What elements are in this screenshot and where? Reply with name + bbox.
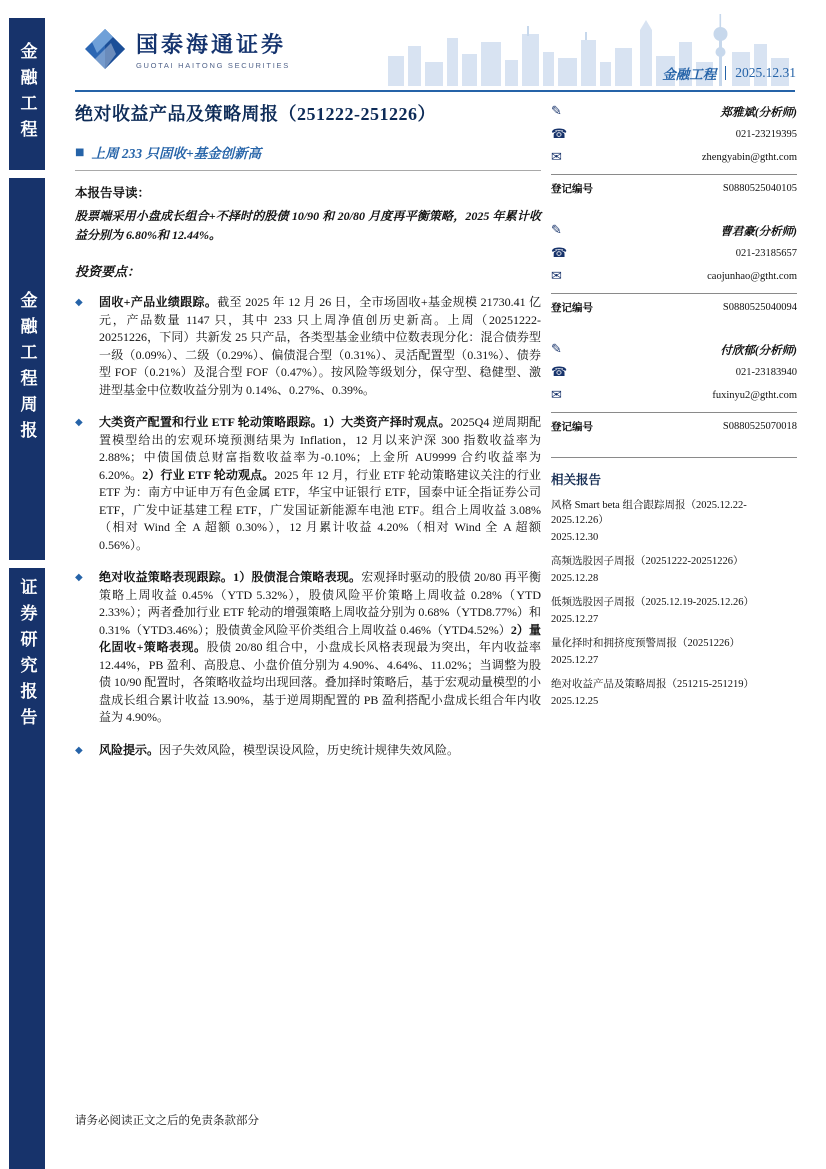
point-text [99, 742, 541, 760]
registration-number: S0880525040105 [722, 183, 797, 194]
brand-block [84, 28, 290, 75]
pen-icon: ✎ [551, 223, 562, 238]
point-sub1-title: 1）股债混合策略表现。 [233, 570, 362, 584]
diamond-bullet-icon: ◆ [75, 417, 83, 428]
investment-point-3 [75, 569, 541, 727]
diamond-bullet-icon: ◆ [75, 297, 83, 308]
analyst-phone-row [551, 123, 797, 146]
related-report-item [551, 677, 797, 709]
sidebar-label-weekly: 金融工程周报 [17, 291, 37, 447]
related-report-date: 2025.12.27 [551, 655, 599, 666]
analyst-block-1 [551, 100, 797, 196]
main-column [75, 170, 541, 774]
registration-label: 登记编号 [551, 422, 593, 433]
point-lead: 大类资产配置和行业 ETF 轮动策略跟踪。 [99, 415, 323, 429]
registration-row [551, 174, 797, 196]
header-divider [725, 66, 726, 80]
related-report-title: 低频选股因子周报（2025.12.19-2025.12.26） [551, 597, 754, 608]
point-body: 因子失效风险，模型误设风险，历史统计规律失效风险。 [159, 742, 460, 757]
analyst-phone-row [551, 361, 797, 384]
sidebar-segment-middle [9, 178, 45, 560]
analyst-phone: 021-23219395 [735, 129, 797, 140]
related-report-date: 2025.12.30 [551, 532, 599, 543]
guide-text: 股票端采用小盘成长组合+不择时的股债 10/90 和 20/80 月度再平衡策略，2025 年累计收益分别为 6.80%和 12.44%。 [75, 209, 541, 242]
mail-icon: ✉ [551, 269, 562, 284]
header-date: 2025.12.31 [735, 65, 796, 80]
related-report-title: 风格 Smart beta 组合跟踪周报（2025.12.22-2025.12.26） [551, 500, 747, 526]
analyst-name-row [551, 219, 797, 242]
point-body: 截至 2025 年 12 月 26 日，全市场固收+基金规模 21730.41 亿元，产品数量 1147 只，其中 233 只上周净值创历史新高。上周（20251222-20251226，下同）共新发 25 只产品，各类型基金业绩中位数表现分化：混合债券型一级（0.09%）、二级（0.29%）、偏债混合型（0.31%）、灵活配置型（0.31%）、债券型 FOF（0.21%）及混合型 FOF（0.47%）。按风险等级划分，保守型、稳健型、激进型基金中位数收益分别为 0.14%、0.27%、0.39%。 [99, 295, 541, 397]
point-sub2-body: 2025 年 12 月，行业 ETF 轮动策略建议关注的行业 ETF 为：南方中证申万有色金属 ETF，华宝中证银行 ETF，国泰中证全指证券公司 ETF，广发中证基建工程 ETF，广发国证新能源车电池 ETF。组合上周收益 3.08%（相对 Wind 全 A 超额 0.30%），12 月累计收益 4.20%（相对 Wind 全 A 超额 0.56%）。 [99, 467, 541, 552]
sidebar-label-finance-engineering: 金融工程 [17, 42, 37, 146]
investment-point-1 [75, 294, 541, 399]
point-text [99, 294, 541, 399]
related-report-date: 2025.12.27 [551, 614, 599, 625]
point-text [99, 414, 541, 554]
header-category-date [662, 63, 796, 83]
analyst-email-row [551, 146, 797, 169]
registration-label: 登记编号 [551, 184, 593, 195]
investment-point-risk [75, 742, 541, 760]
point-text [99, 569, 541, 727]
key-points-label: 投资要点： [75, 264, 141, 279]
mail-icon: ✉ [551, 388, 562, 403]
mail-icon: ✉ [551, 150, 562, 165]
subtitle-text: 上周 233 只固收+基金创新高 [91, 146, 262, 161]
analyst-phone-row [551, 242, 797, 265]
sidebar-label-research-report: 证券研究报告 [17, 578, 37, 734]
phone-icon: ☎ [551, 127, 568, 142]
phone-icon: ☎ [551, 246, 568, 261]
analyst-email: zhengyabin@gtht.com [701, 152, 797, 163]
pen-icon: ✎ [551, 342, 562, 357]
related-report-item [551, 498, 797, 545]
sidebar-segment-bottom [9, 568, 45, 1169]
analyst-email-row [551, 265, 797, 288]
analyst-block-2 [551, 219, 797, 315]
analyst-name-row [551, 338, 797, 361]
related-report-item [551, 554, 797, 586]
registration-number: S0880525070018 [722, 421, 797, 432]
phone-icon: ☎ [551, 365, 568, 380]
brand-name-en: GUOTAI HAITONG SECURITIES [136, 60, 290, 70]
point-sub1-body: 2025Q4 逆周期配置模型给出的宏观环境预测结果为 Inflation，12 月以来沪深 300 指数收益率为 2.88%；中债国债总财富指数收益率为-0.10%；上金所 AU9999 合约收益率为 6.20%。 [99, 415, 541, 482]
guotai-haitong-logo-icon [84, 28, 126, 75]
analyst-email: fuxinyu2@gtht.com [712, 390, 797, 401]
header-rule [75, 90, 795, 92]
diamond-bullet-icon: ◆ [75, 572, 83, 583]
disclaimer-footer: 请务必阅读正文之后的免责条款部分 [75, 1115, 259, 1127]
registration-number: S0880525040094 [722, 302, 797, 313]
square-bullet-icon: ■ [75, 146, 85, 158]
related-report-date: 2025.12.28 [551, 573, 599, 584]
sidebar-segment-top [9, 18, 45, 170]
related-report-item [551, 636, 797, 668]
analyst-phone: 021-23185657 [735, 248, 797, 259]
guide-label: 本报告导读： [75, 186, 151, 200]
brand-text [136, 33, 290, 69]
registration-row [551, 293, 797, 315]
analyst-email-row [551, 384, 797, 407]
analyst-phone: 021-23183940 [735, 367, 797, 378]
brand-name-cn: 国泰海通证券 [136, 32, 287, 58]
analyst-column [551, 100, 797, 718]
related-report-title: 量化择时和拥挤度预警周报（20251226） [551, 638, 740, 649]
analyst-email: caojunhao@gtht.com [707, 271, 797, 282]
registration-row [551, 412, 797, 434]
related-report-title: 绝对收益产品及策略周报（251215-251219） [551, 679, 754, 690]
diamond-bullet-icon: ◆ [75, 744, 83, 756]
registration-label: 登记编号 [551, 303, 593, 314]
point-sub2-body: 股债 20/80 组合中，小盘成长风格表现最为突出，年内收益率 12.44%，PB 盈利、高股息、小盘价值分别为 4.90%、4.64%、11.02%；当调整为股债 10/90 配置时，各策略收益均出现回落。叠加择时策略后，基于宏观动量模型的小盘成长组合累计收益 13.90%，基于逆周期配置的 PB 盈利搭配小盘成长组合年内收益为 4.90%。 [99, 640, 541, 724]
page-title: 绝对收益产品及策略周报（251222-251226） [75, 104, 436, 124]
related-report-title: 高频选股因子周报（20251222-20251226） [551, 556, 744, 567]
analyst-name: 郑雅斌(分析师) [720, 106, 797, 119]
analyst-name: 付欣郁(分析师) [720, 344, 797, 357]
analyst-block-3 [551, 338, 797, 434]
pen-icon: ✎ [551, 104, 562, 119]
point-lead: 风险提示。 [99, 742, 160, 757]
header-category: 金融工程 [662, 67, 717, 82]
related-reports-section [551, 457, 797, 709]
related-report-date: 2025.12.25 [551, 696, 599, 707]
related-reports-heading: 相关报告 [551, 473, 602, 487]
analyst-name-row [551, 100, 797, 123]
point-lead: 固收+产品业绩跟踪。 [99, 295, 218, 309]
related-report-item [551, 595, 797, 627]
point-lead: 绝对收益策略表现跟踪。 [99, 570, 234, 584]
investment-point-2 [75, 414, 541, 554]
analyst-name: 曹君豪(分析师) [720, 225, 797, 238]
point-sub2-title: 2）行业 ETF 轮动观点。 [142, 467, 275, 482]
point-sub1-title: 1）大类资产择时观点。 [322, 415, 451, 429]
point-sub1-body: 宏观择时驱动的股债 20/80 再平衡策略上周收益 0.45%（YTD 5.32%），股债风险平价策略上周收益 0.28%（YTD 2.33%）；两者叠加行业 ETF 轮动的增强策略上周收益分别为 0.68%（YTD8.77%）和 0.31%（YTD3.46%）；股债黄金风险平价类组合上周收益 0.46%（YTD4.52%） [99, 570, 541, 637]
point-sub2-title: 2）量化固收+策略表现。 [99, 622, 541, 654]
report-subtitle [75, 142, 261, 162]
